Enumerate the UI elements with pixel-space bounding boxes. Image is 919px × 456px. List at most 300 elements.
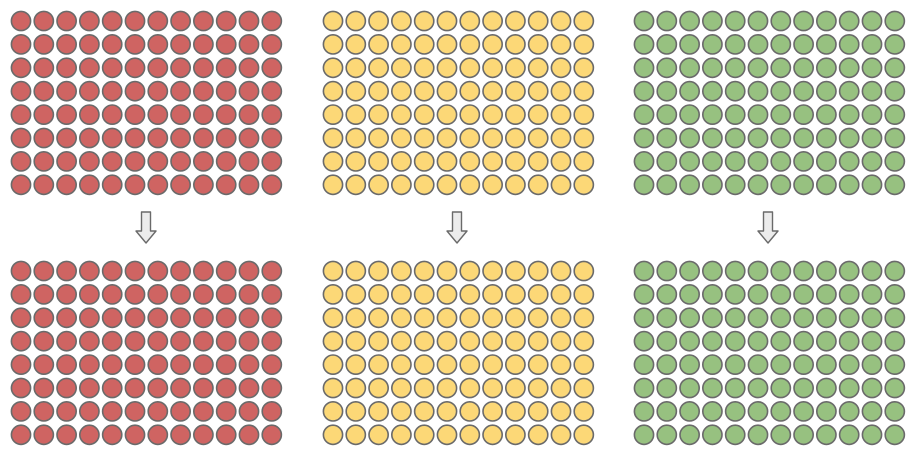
- well: [369, 175, 388, 194]
- well: [794, 58, 813, 77]
- well: [171, 82, 190, 101]
- well: [748, 82, 767, 101]
- well: [239, 425, 258, 444]
- well: [726, 175, 745, 194]
- well: [11, 175, 30, 194]
- well: [574, 58, 593, 77]
- well: [657, 175, 676, 194]
- well: [794, 152, 813, 171]
- well: [171, 35, 190, 54]
- well: [817, 332, 836, 351]
- well: [574, 11, 593, 30]
- well: [262, 35, 281, 54]
- well: [437, 35, 456, 54]
- well: [103, 58, 122, 77]
- well: [862, 332, 881, 351]
- well: [34, 152, 53, 171]
- well: [680, 11, 699, 30]
- well: [529, 175, 548, 194]
- well: [392, 402, 411, 421]
- well: [551, 82, 570, 101]
- well: [506, 285, 525, 304]
- well: [80, 355, 99, 374]
- well: [483, 308, 502, 327]
- well: [346, 105, 365, 124]
- well: [34, 82, 53, 101]
- plate-yellow-source: [323, 11, 593, 194]
- well: [57, 105, 76, 124]
- well: [748, 355, 767, 374]
- well: [217, 152, 236, 171]
- well: [194, 11, 213, 30]
- well: [634, 378, 653, 397]
- well: [726, 425, 745, 444]
- well: [483, 105, 502, 124]
- well: [726, 128, 745, 147]
- well: [171, 332, 190, 351]
- well: [437, 402, 456, 421]
- well: [794, 82, 813, 101]
- well: [506, 82, 525, 101]
- well: [369, 58, 388, 77]
- well: [323, 128, 342, 147]
- well: [171, 105, 190, 124]
- well: [346, 128, 365, 147]
- well: [817, 105, 836, 124]
- well: [11, 332, 30, 351]
- well: [483, 402, 502, 421]
- well: [148, 58, 167, 77]
- well: [483, 128, 502, 147]
- well: [460, 35, 479, 54]
- well: [148, 82, 167, 101]
- well: [80, 175, 99, 194]
- well: [483, 175, 502, 194]
- well: [483, 82, 502, 101]
- well: [885, 425, 904, 444]
- well: [103, 332, 122, 351]
- well: [369, 332, 388, 351]
- well: [862, 128, 881, 147]
- well: [657, 402, 676, 421]
- well: [57, 35, 76, 54]
- well: [574, 152, 593, 171]
- well: [748, 378, 767, 397]
- well: [437, 152, 456, 171]
- well: [726, 285, 745, 304]
- well: [57, 175, 76, 194]
- well: [885, 128, 904, 147]
- well: [551, 175, 570, 194]
- well: [794, 355, 813, 374]
- well: [103, 152, 122, 171]
- well: [125, 425, 144, 444]
- well: [369, 425, 388, 444]
- well: [748, 308, 767, 327]
- well: [346, 58, 365, 77]
- well: [11, 261, 30, 280]
- well: [506, 105, 525, 124]
- well: [148, 332, 167, 351]
- well: [460, 355, 479, 374]
- well: [862, 355, 881, 374]
- well: [726, 261, 745, 280]
- well: [680, 402, 699, 421]
- well: [885, 332, 904, 351]
- well: [460, 58, 479, 77]
- well: [148, 308, 167, 327]
- well: [703, 355, 722, 374]
- well: [634, 105, 653, 124]
- well: [657, 378, 676, 397]
- well: [194, 261, 213, 280]
- well: [262, 105, 281, 124]
- well: [657, 355, 676, 374]
- well: [217, 355, 236, 374]
- well: [262, 58, 281, 77]
- well: [680, 261, 699, 280]
- well: [574, 378, 593, 397]
- well: [437, 58, 456, 77]
- well: [262, 285, 281, 304]
- well: [415, 308, 434, 327]
- well: [194, 425, 213, 444]
- well: [574, 308, 593, 327]
- well: [262, 175, 281, 194]
- well: [415, 332, 434, 351]
- well: [239, 332, 258, 351]
- well: [703, 58, 722, 77]
- well: [57, 11, 76, 30]
- well: [862, 11, 881, 30]
- well: [148, 425, 167, 444]
- well: [217, 425, 236, 444]
- well: [460, 105, 479, 124]
- well: [703, 35, 722, 54]
- well: [148, 35, 167, 54]
- well: [34, 261, 53, 280]
- well: [551, 355, 570, 374]
- well: [506, 261, 525, 280]
- well: [817, 128, 836, 147]
- well: [634, 11, 653, 30]
- well: [346, 285, 365, 304]
- well: [103, 128, 122, 147]
- well: [34, 35, 53, 54]
- well: [11, 285, 30, 304]
- well: [817, 82, 836, 101]
- plate-green-source: [634, 11, 904, 194]
- well: [483, 58, 502, 77]
- well: [862, 378, 881, 397]
- well: [817, 402, 836, 421]
- well: [125, 378, 144, 397]
- well: [415, 105, 434, 124]
- well: [817, 378, 836, 397]
- well: [551, 128, 570, 147]
- well: [437, 308, 456, 327]
- well: [460, 332, 479, 351]
- well: [794, 11, 813, 30]
- well: [771, 35, 790, 54]
- well: [840, 378, 859, 397]
- plate-yellow-destination: [323, 261, 593, 444]
- well: [239, 11, 258, 30]
- well: [771, 332, 790, 351]
- well: [194, 152, 213, 171]
- down-arrow-icon: [758, 212, 778, 243]
- well: [239, 355, 258, 374]
- well: [885, 11, 904, 30]
- well: [369, 11, 388, 30]
- well: [392, 58, 411, 77]
- well: [437, 128, 456, 147]
- well: [885, 261, 904, 280]
- well: [703, 11, 722, 30]
- well: [794, 425, 813, 444]
- well: [262, 11, 281, 30]
- well: [148, 402, 167, 421]
- well: [817, 35, 836, 54]
- well: [34, 332, 53, 351]
- well: [11, 58, 30, 77]
- well: [840, 402, 859, 421]
- well: [574, 425, 593, 444]
- well: [506, 58, 525, 77]
- well: [529, 308, 548, 327]
- well: [194, 105, 213, 124]
- well: [748, 128, 767, 147]
- well: [323, 425, 342, 444]
- well: [506, 425, 525, 444]
- well: [148, 152, 167, 171]
- well: [80, 35, 99, 54]
- well: [125, 58, 144, 77]
- well: [862, 105, 881, 124]
- well: [262, 355, 281, 374]
- well: [862, 82, 881, 101]
- well: [817, 152, 836, 171]
- well: [239, 35, 258, 54]
- well: [771, 152, 790, 171]
- well: [817, 285, 836, 304]
- well: [171, 308, 190, 327]
- well: [171, 402, 190, 421]
- well: [840, 355, 859, 374]
- well: [483, 425, 502, 444]
- well: [748, 175, 767, 194]
- well: [80, 402, 99, 421]
- well: [57, 355, 76, 374]
- well: [217, 105, 236, 124]
- well: [437, 425, 456, 444]
- well: [574, 175, 593, 194]
- well: [323, 152, 342, 171]
- well: [125, 261, 144, 280]
- well: [437, 332, 456, 351]
- well: [680, 35, 699, 54]
- well: [415, 285, 434, 304]
- well: [529, 128, 548, 147]
- well: [634, 261, 653, 280]
- well: [529, 425, 548, 444]
- well: [817, 261, 836, 280]
- well: [817, 355, 836, 374]
- well: [80, 82, 99, 101]
- well: [460, 128, 479, 147]
- well: [125, 308, 144, 327]
- well: [217, 308, 236, 327]
- well: [657, 11, 676, 30]
- well: [415, 355, 434, 374]
- well: [529, 378, 548, 397]
- well: [239, 378, 258, 397]
- well: [529, 152, 548, 171]
- well: [217, 82, 236, 101]
- well: [34, 308, 53, 327]
- well: [239, 82, 258, 101]
- well: [415, 402, 434, 421]
- well: [194, 35, 213, 54]
- well: [392, 285, 411, 304]
- well: [862, 285, 881, 304]
- well: [323, 355, 342, 374]
- well: [529, 332, 548, 351]
- well: [885, 105, 904, 124]
- well: [415, 261, 434, 280]
- well: [392, 261, 411, 280]
- well: [840, 175, 859, 194]
- well: [103, 35, 122, 54]
- well: [171, 58, 190, 77]
- well: [262, 261, 281, 280]
- well: [11, 355, 30, 374]
- well: [794, 378, 813, 397]
- well: [34, 285, 53, 304]
- well: [80, 261, 99, 280]
- well: [794, 332, 813, 351]
- well: [657, 285, 676, 304]
- well: [483, 261, 502, 280]
- well: [171, 355, 190, 374]
- well: [392, 332, 411, 351]
- well: [34, 402, 53, 421]
- well: [369, 285, 388, 304]
- well: [748, 105, 767, 124]
- well: [634, 425, 653, 444]
- well: [703, 332, 722, 351]
- well: [529, 82, 548, 101]
- well: [125, 285, 144, 304]
- well: [125, 175, 144, 194]
- well: [771, 82, 790, 101]
- down-arrow-icon: [136, 212, 156, 243]
- well: [703, 402, 722, 421]
- well: [529, 261, 548, 280]
- well: [323, 82, 342, 101]
- well: [217, 332, 236, 351]
- well: [840, 425, 859, 444]
- well: [771, 308, 790, 327]
- well: [680, 378, 699, 397]
- well: [415, 82, 434, 101]
- well: [506, 402, 525, 421]
- well: [657, 425, 676, 444]
- well: [634, 175, 653, 194]
- well: [460, 152, 479, 171]
- well: [726, 11, 745, 30]
- well: [80, 105, 99, 124]
- well: [574, 355, 593, 374]
- well: [34, 58, 53, 77]
- well: [771, 105, 790, 124]
- well: [680, 152, 699, 171]
- well: [125, 128, 144, 147]
- well: [703, 128, 722, 147]
- well: [323, 332, 342, 351]
- well: [11, 378, 30, 397]
- well: [369, 308, 388, 327]
- well: [346, 82, 365, 101]
- well: [551, 425, 570, 444]
- well: [437, 378, 456, 397]
- well: [194, 58, 213, 77]
- well: [551, 105, 570, 124]
- well: [11, 82, 30, 101]
- well: [194, 378, 213, 397]
- well: [574, 82, 593, 101]
- well: [680, 332, 699, 351]
- well: [80, 425, 99, 444]
- well: [862, 308, 881, 327]
- well: [551, 58, 570, 77]
- well: [80, 11, 99, 30]
- well: [574, 261, 593, 280]
- well: [346, 378, 365, 397]
- well: [57, 425, 76, 444]
- well: [171, 285, 190, 304]
- well: [239, 105, 258, 124]
- well: [11, 402, 30, 421]
- well: [483, 355, 502, 374]
- well: [239, 285, 258, 304]
- well: [239, 261, 258, 280]
- well: [657, 82, 676, 101]
- well: [634, 58, 653, 77]
- well: [346, 152, 365, 171]
- well: [392, 11, 411, 30]
- well: [703, 285, 722, 304]
- well: [529, 355, 548, 374]
- well: [346, 425, 365, 444]
- well: [392, 128, 411, 147]
- well: [680, 425, 699, 444]
- well: [369, 261, 388, 280]
- well: [726, 355, 745, 374]
- well: [11, 152, 30, 171]
- well: [703, 378, 722, 397]
- plate-red-source: [11, 11, 281, 194]
- well: [885, 308, 904, 327]
- well: [460, 425, 479, 444]
- well: [346, 11, 365, 30]
- well: [574, 128, 593, 147]
- well: [125, 35, 144, 54]
- well: [57, 261, 76, 280]
- well: [483, 378, 502, 397]
- well: [80, 285, 99, 304]
- well: [171, 11, 190, 30]
